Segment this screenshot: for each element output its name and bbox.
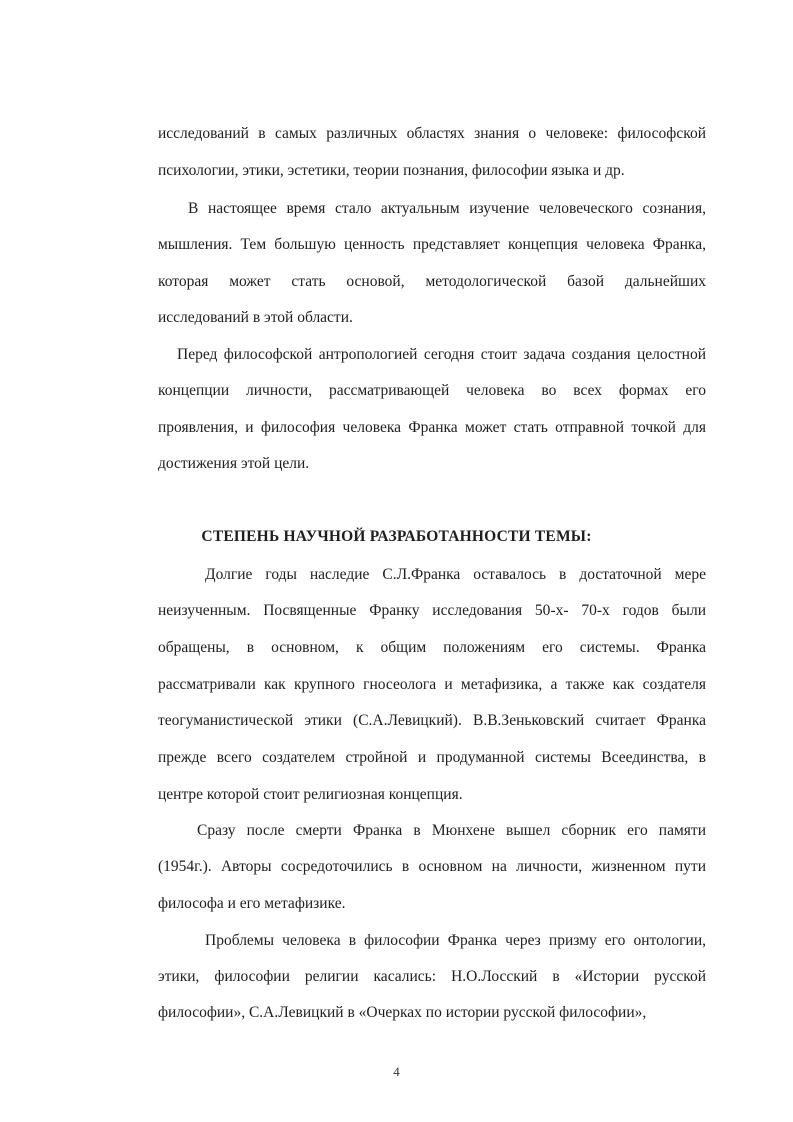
paragraph-3-line: концепции личности, рассматривающей человека во всех формах его: [158, 382, 706, 399]
paragraph-2-line: В настоящее время стало актуальным изучение человеческого сознания,: [188, 200, 706, 217]
section-heading: СТЕПЕНЬ НАУЧНОЙ РАЗРАБОТАННОСТИ ТЕМЫ:: [201, 528, 592, 545]
paragraph-4-line: Долгие годы наследие С.Л.Франка оставалось в достаточной мере: [205, 566, 706, 583]
page-number: 4: [393, 1064, 400, 1079]
paragraph-6-line: философии», С.А.Левицкий в «Очерках по истории русской философии»,: [158, 1004, 647, 1021]
paragraph-3-line: Перед философской антропологией сегодня стоит задача создания целостной: [177, 346, 706, 363]
paragraph-2-line: которая может стать основой, методологической базой дальнейших: [158, 273, 706, 290]
paragraph-3-line: достижения этой цели.: [158, 455, 310, 472]
paragraph-1-line: исследований в самых различных областях знания о человеке: философской: [158, 125, 706, 142]
paragraph-4-line: рассматривали как крупного гносеолога и метафизика, а также как создателя: [158, 676, 706, 693]
paragraph-6-line: этики, философии религии касались: Н.О.Лосский в «Истории русской: [158, 968, 706, 985]
paragraph-2-line: исследований в этой области.: [158, 309, 353, 326]
paragraph-3-line: проявления, и философия человека Франка может стать отправной точкой для: [158, 419, 706, 436]
paragraph-4-line: неизученным. Посвященные Франку исследования 50-х- 70-х годов были: [158, 602, 706, 619]
paragraph-4-line: обращены, в основном, к общим положениям его системы. Франка: [158, 639, 706, 656]
paragraph-4-line: прежде всего создателем стройной и продуманной системы Всеединства, в: [158, 749, 706, 766]
paragraph-6-line: Проблемы человека в философии Франка через призму его онтологии,: [205, 932, 706, 949]
paragraph-5-line: (1954г.). Авторы сосредоточились в основном на личности, жизненном пути: [158, 858, 706, 875]
paragraph-4-line: теогуманистической этики (С.А.Левицкий). В.В.Зеньковский считает Франка: [158, 712, 706, 729]
paragraph-1-line: психологии, этики, эстетики, теории познания, философии языка и др.: [158, 162, 625, 179]
paragraph-5-line: Сразу после смерти Франка в Мюнхене вышел сборник его памяти: [197, 822, 706, 839]
paragraph-2-line: мышления. Тем большую ценность представляет концепция человека Франка,: [158, 236, 706, 253]
paragraph-5-line: философа и его метафизике.: [158, 895, 346, 912]
paragraph-4-line: центре которой стоит религиозная концепция.: [158, 786, 463, 803]
